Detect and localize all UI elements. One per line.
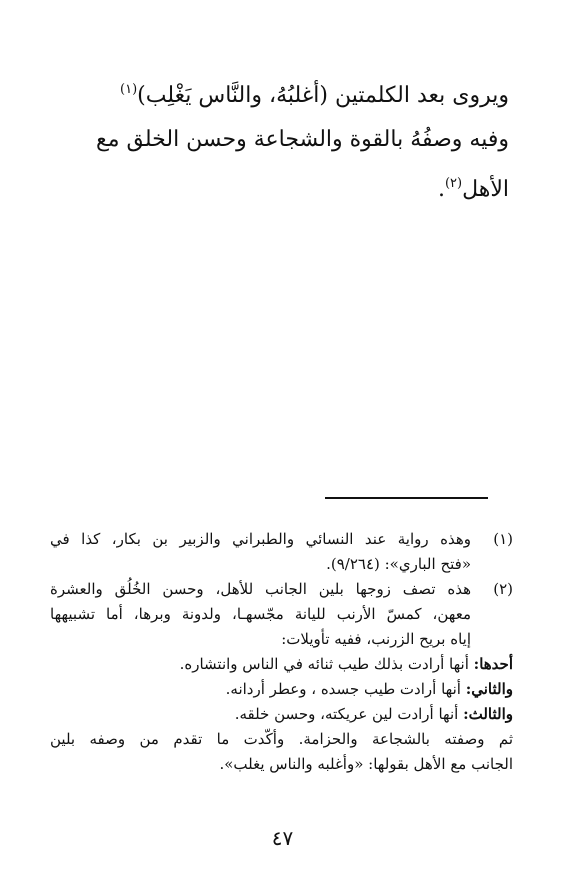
- footnote-2-third-interpretation: [50, 702, 513, 727]
- footnote-1-line-2: «فتح الباري»: (٩/٢٦٤).: [326, 555, 471, 573]
- footnote-2-second-interpretation: [50, 677, 513, 702]
- footnote-2-line-2: معهن، كمسّ الأرنب لليانة مجّسهـا، ولدونة وبرها، أما تشبيهها: [50, 605, 471, 623]
- footnotes: [50, 527, 513, 777]
- main-line-2-tail: .: [437, 177, 445, 202]
- footnote-ref-1: (١): [120, 82, 138, 97]
- footnote-2: [50, 577, 513, 652]
- third-text: أنها أرادت لين عريكته، وحسن خلقه.: [234, 705, 459, 723]
- footnote-2-line-3: إياه بريح الزرنب، ففيه تأويلات:: [281, 630, 471, 648]
- main-line-2-text: وفيه وصفُهُ بالقوة والشجاعة وحسن الخلق مع الأهل: [96, 127, 509, 202]
- footnote-1-number: (١): [493, 530, 513, 548]
- footnote-2-line-7: ثم وصفته بالشجاعة والحزامة. وأكّدت ما تقدم من وصفه بلين: [50, 730, 513, 748]
- third-label: والثالث:: [463, 705, 513, 723]
- footnote-2-line-1: هذه تصف زوجها بلين الجانب للأهل، وحسن الخُلُق والعشرة: [50, 580, 471, 598]
- first-label: أحدها:: [473, 655, 513, 673]
- footnote-separator: [325, 497, 488, 499]
- footnote-2-body: [50, 577, 471, 652]
- page-number: ٤٧: [271, 826, 294, 850]
- footnote-1-body: [50, 527, 471, 577]
- main-text: [44, 68, 509, 212]
- second-text: أنها أرادت طيب جسده ، وعطر أردانه.: [225, 680, 461, 698]
- footnote-ref-2: (٢): [444, 176, 463, 191]
- footnote-2-line-8: الجانب مع الأهل بقولها: «وأغلبه والناس يغلب».: [219, 755, 513, 773]
- first-text: أنها أرادت بذلك طيب ثنائه في الناس وانتشاره.: [179, 655, 469, 673]
- main-line-1: [44, 68, 509, 118]
- footnote-2-first-interpretation: [50, 652, 513, 677]
- main-line-2: [44, 118, 509, 212]
- footnote-2-number: (٢): [493, 580, 513, 598]
- footnote-1: [50, 527, 513, 577]
- second-label: والثاني:: [465, 680, 513, 698]
- main-line-1-text: ويروى بعد الكلمتين (أغلبُهُ، والنَّاس يَغْلِب): [137, 83, 509, 108]
- footnote-1-line-1: وهذه رواية عند النسائي والطبراني والزبير بن بكار، كذا في: [50, 530, 471, 548]
